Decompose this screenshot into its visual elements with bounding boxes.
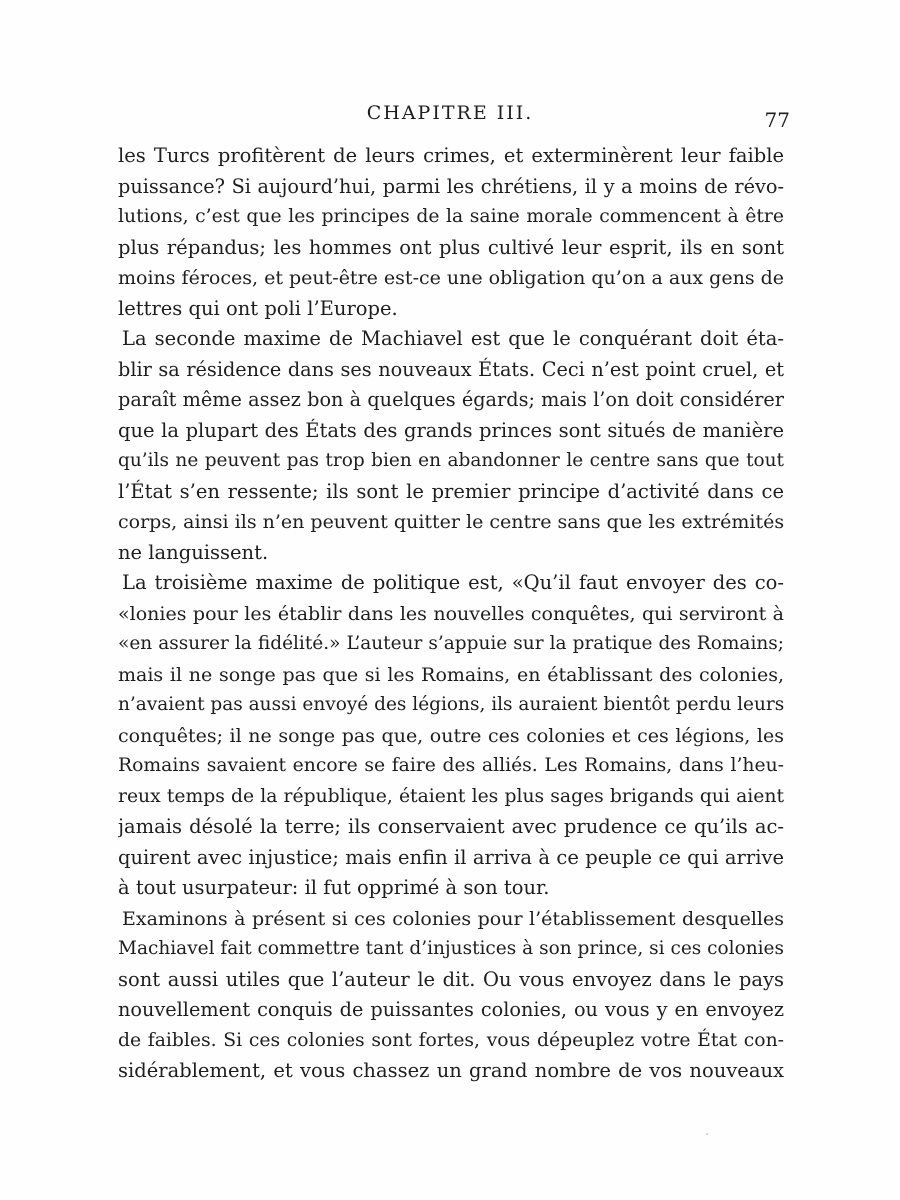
paragraph — [118, 904, 784, 1087]
text-line: reux temps de la république, étaient les plus sages brigands qui aient — [118, 785, 784, 807]
ink-speck — [706, 1133, 708, 1135]
text-line: de faibles. Si ces colonies sont fortes, vous dépeuplez votre État con- — [118, 1029, 784, 1051]
paragraph — [118, 324, 784, 568]
text-line: Romains savaient encore se faire des alliés. Les Romains, dans l’heu- — [118, 755, 784, 776]
text-line: lettres qui ont poli l’Europe. — [118, 296, 398, 320]
text-line: «en assurer la fidélité.» L’auteur s’appuie sur la pratique des Romains; — [118, 633, 784, 654]
text-line: «lonies pour les établir dans les nouvelles conquêtes, qui serviront à — [118, 602, 784, 625]
text-line: blir sa résidence dans ses nouveaux États. Ceci n’est point cruel, et — [118, 357, 784, 381]
text-line: sont aussi utiles que l’auteur le dit. Ou vous envoyez dans le pays — [118, 967, 784, 991]
text-line: Examinons à présent si ces colonies pour l’établissement desquelles — [122, 907, 784, 930]
text-line: quirent avec injustice; mais enfin il arriva à ce peuple ce qui arrive — [118, 845, 784, 869]
text-line: La troisième maxime de politique est, «Qu’il faut envoyer des co- — [122, 571, 784, 594]
text-line: puissance? Si aujourd’hui, parmi les chrétiens, il y a moins de révo- — [118, 174, 784, 198]
text-line: mais il ne songe pas que si les Romains, en établissant des colonies, — [118, 663, 784, 686]
running-header — [0, 102, 900, 132]
text-line: que la plupart des États des grands princes sont situés de manière — [118, 418, 784, 442]
text-line: sidérablement, et vous chassez un grand nombre de vos nouveaux — [118, 1059, 784, 1082]
text-line: paraît même assez bon à quelques égards; mais l’on doit considérer — [118, 388, 784, 411]
text-line: conquêtes; il ne songe pas que, outre ces colonies et ces légions, les — [118, 724, 784, 747]
text-line: n’avaient pas aussi envoyé des légions, ils auraient bientôt perdu leurs — [118, 694, 784, 715]
paragraph — [118, 568, 784, 904]
text-line: nouvellement conquis de puissantes colonies, ou vous y en envoyez — [118, 998, 784, 1021]
text-line: Machiavel fait commettre tant d’injustices à son prince, si ces colonies — [118, 938, 784, 959]
text-line: moins féroces, et peut-être est-ce une obligation qu’on a aux gens de — [118, 267, 784, 289]
text-line: l’État s’en ressente; ils sont le premier principe d’activité dans ce — [118, 479, 784, 503]
body-text — [118, 141, 784, 1087]
text-line: qu’ils ne peuvent pas trop bien en abandonner le centre sans que tout — [118, 450, 784, 471]
page-number: 77 — [764, 108, 790, 132]
text-line: les Turcs profitèrent de leurs crimes, et exterminèrent leur faible — [118, 144, 784, 167]
text-line: à tout usurpateur: il fut opprimé à son tour. — [118, 876, 550, 899]
text-line: plus répandus; les hommes ont plus cultivé leur esprit, ils en sont — [118, 235, 784, 259]
text-line: jamais désolé la terre; ils conservaient avec prudence ce qu’ils ac- — [118, 815, 784, 838]
chapter-title: CHAPITRE III. — [366, 102, 534, 124]
text-line: ne languissent. — [118, 540, 269, 564]
text-line: La seconde maxime de Machiavel est que le conquérant doit éta- — [122, 327, 784, 350]
text-line: corps, ainsi ils n’en peuvent quitter le centre sans que les extrémités — [118, 511, 784, 533]
paragraph — [118, 141, 784, 324]
text-line: lutions, c’est que les principes de la saine morale commencent à être — [118, 206, 784, 227]
